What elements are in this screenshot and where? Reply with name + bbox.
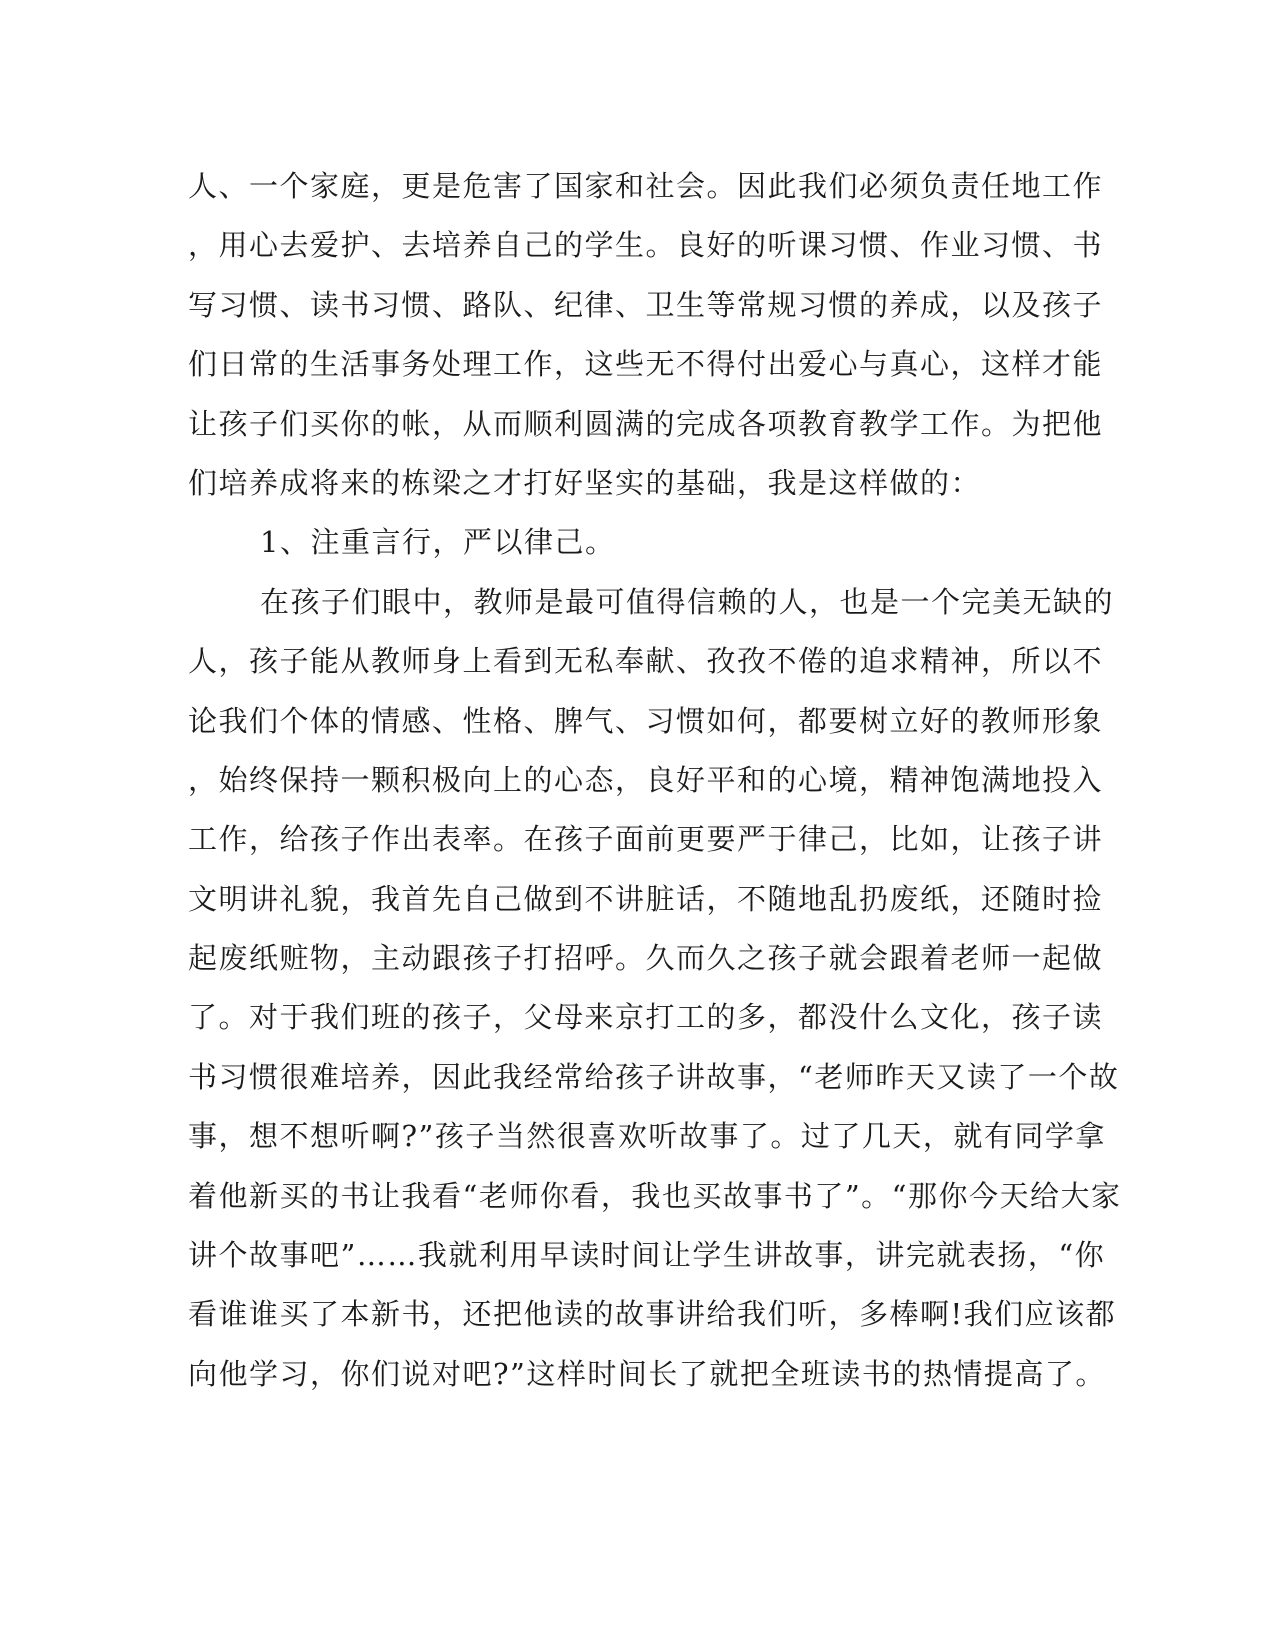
text-line: 人，孩子能从教师身上看到无私奉献、孜孜不倦的追求精神，所以不 <box>188 644 1104 679</box>
text-line: 论我们个体的情感、性格、脾气、习惯如何，都要树立好的教师形象 <box>188 703 1104 738</box>
text-line: 文明讲礼貌，我首先自己做到不讲脏话，不随地乱扔废纸，还随时捡 <box>188 881 1104 916</box>
text-line: 看谁谁买了本新书，还把他读的故事讲给我们听，多棒啊!我们应该都 <box>188 1297 1117 1332</box>
text-line: 们日常的生活事务处理工作，这些无不得付出爱心与真心，这样才能 <box>188 347 1104 382</box>
section-heading: 1、注重言行，严以律己。 <box>260 525 616 560</box>
text-line: ，始终保持一颗积极向上的心态，良好平和的心境，精神饱满地投入 <box>188 762 1104 797</box>
text-line: 工作，给孩子作出表率。在孩子面前更要严于律己，比如，让孩子讲 <box>188 822 1104 857</box>
text-line: 了。对于我们班的孩子，父母来京打工的多，都没什么文化，孩子读 <box>188 1000 1104 1035</box>
text-line: ，用心去爱护、去培养自己的学生。良好的听课习惯、作业习惯、书 <box>188 228 1104 263</box>
text-line: 向他学习，你们说对吧?”这样时间长了就把全班读书的热情提高了。 <box>188 1356 1106 1391</box>
text-line: 书习惯很难培养，因此我经常给孩子讲故事，“老师昨天又读了一个故 <box>188 1059 1120 1094</box>
text-line: 写习惯、读书习惯、路队、纪律、卫生等常规习惯的养成，以及孩子 <box>188 287 1104 322</box>
text-line: 在孩子们眼中，教师是最可值得信赖的人，也是一个完美无缺的 <box>260 584 1115 619</box>
text-line: 人、一个家庭，更是危害了国家和社会。因此我们必须负责任地工作 <box>188 169 1104 203</box>
body-text <box>188 157 1122 1404</box>
text-line: 让孩子们买你的帐，从而顺利圆满的完成各项教育教学工作。为把他 <box>188 406 1104 441</box>
text-line: 着他新买的书让我看“老师你看，我也买故事书了”。“那你今天给大家 <box>188 1178 1122 1213</box>
text-line: 事，想不想听啊?”孩子当然很喜欢听故事了。过了几天，就有同学拿 <box>188 1119 1106 1154</box>
text-line: 们培养成将来的栋梁之才打好坚实的基础，我是这样做的： <box>188 465 982 500</box>
text-line: 讲个故事吧”……我就利用早读时间让学生讲故事，讲完就表扬，“你 <box>188 1238 1106 1273</box>
text-line: 起废纸赃物，主动跟孩子打招呼。久而久之孩子就会跟着老师一起做 <box>188 941 1104 976</box>
